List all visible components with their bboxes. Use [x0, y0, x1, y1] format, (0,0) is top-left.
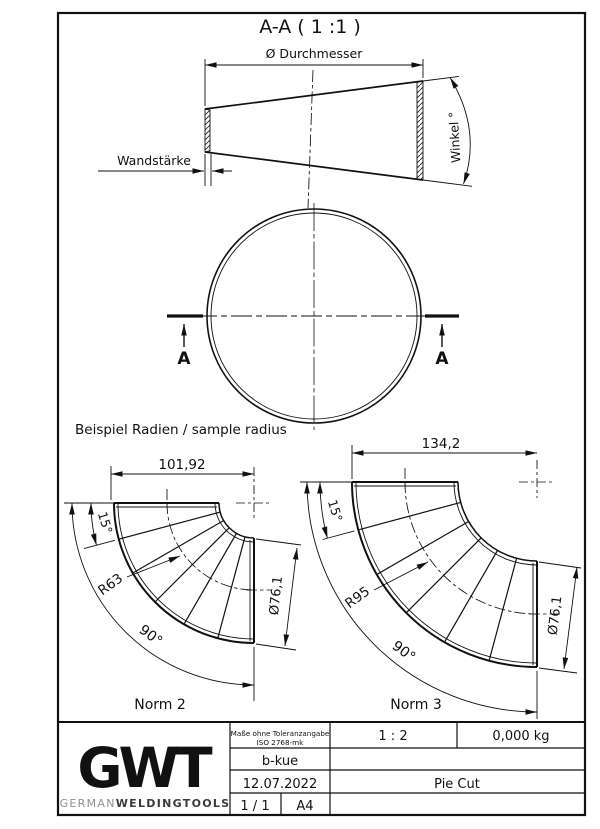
norm3-diameter-label: Ø76,1	[545, 595, 566, 636]
author-value: b-kue	[261, 754, 299, 769]
brand-light-part: GERMAN	[59, 797, 116, 810]
brand-bold-part: WELDINGTOOLS	[115, 797, 231, 810]
norm2-radius-label: R63	[95, 570, 127, 600]
date-value: 12.07.2022	[242, 777, 318, 792]
norm3-total-angle-label: 90°	[388, 637, 419, 666]
sample-radius-heading: Beispiel Radien / sample radius	[75, 422, 287, 438]
cone-right-wall	[417, 81, 423, 180]
norm3-segment-angle-label: 15°	[324, 497, 346, 524]
diameter-dimension-label: Ø Durchmesser	[265, 46, 363, 61]
company-logo: GWT	[77, 736, 209, 800]
scale-value: 1 : 2	[378, 729, 408, 744]
tolerance-note-line1: Maße ohne Toleranzangabe	[230, 729, 330, 738]
paper-format-value: A4	[296, 799, 314, 814]
norm3-elbow-view	[300, 436, 581, 719]
section-title: A-A ( 1 :1 )	[259, 16, 361, 38]
wall-thickness-label: Wandstärke	[117, 153, 191, 168]
cone-centerline	[308, 70, 313, 208]
norm2-width-label: 101,92	[158, 457, 206, 473]
cut-letter-left: A	[177, 349, 191, 369]
norm2-segment-angle-arc	[91, 503, 97, 545]
title-block	[58, 722, 585, 815]
cut-letter-right: A	[435, 349, 449, 369]
norm3-diameter-dimension-line	[564, 567, 577, 669]
norm2-elbow-view	[64, 457, 301, 713]
norm2-total-angle-label: 90°	[135, 621, 166, 650]
cone-left-wall	[205, 109, 210, 152]
norm2-caption: Norm 2	[134, 697, 186, 713]
cone-bottom-line	[205, 152, 423, 180]
norm3-width-label: 134,2	[421, 436, 461, 452]
cone-top-line	[205, 81, 423, 109]
part-name: Pie Cut	[434, 777, 480, 792]
norm2-segment-angle-label: 15°	[94, 509, 116, 536]
sheet-value: 1 / 1	[240, 799, 270, 814]
tolerance-note-line2: ISO 2768-mk	[256, 738, 304, 747]
weight-value: 0,000 kg	[492, 729, 550, 744]
norm3-segment-angle-arc	[320, 482, 327, 538]
angle-label: Winkel °	[445, 111, 464, 164]
drawing-border	[58, 13, 585, 815]
company-brand-text	[60, 797, 231, 810]
section-view-cone	[98, 16, 472, 208]
norm3-caption: Norm 3	[390, 697, 442, 713]
norm2-diameter-label: Ø76,1	[267, 575, 287, 616]
top-view-circle	[167, 203, 459, 430]
norm2-diameter-dimension-line	[285, 548, 297, 646]
norm3-radius-label: R95	[342, 583, 374, 613]
